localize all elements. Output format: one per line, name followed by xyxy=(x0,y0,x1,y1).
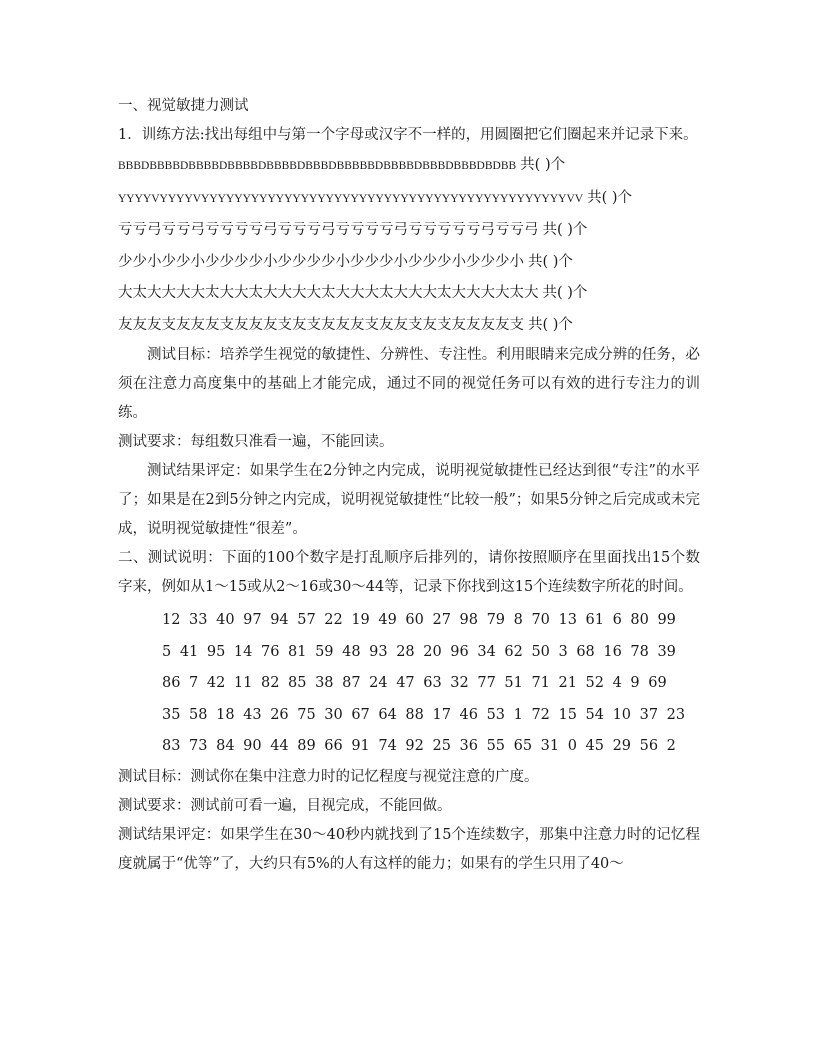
count-blank: 共( )个 xyxy=(542,222,588,238)
number-cell: 24 xyxy=(369,675,388,691)
number-cell: 55 xyxy=(486,738,506,754)
number-cell: 63 xyxy=(423,675,442,691)
number-cell: 82 xyxy=(260,675,280,691)
document-page xyxy=(118,92,700,879)
number-cell: 26 xyxy=(270,706,289,723)
letter-row xyxy=(118,310,700,342)
number-cell: 64 xyxy=(378,706,397,723)
number-cell: 10 xyxy=(612,706,632,723)
letter-row xyxy=(118,150,700,183)
number-cell: 18 xyxy=(216,706,235,723)
number-cell: 75 xyxy=(297,706,316,723)
number-cell: 89 xyxy=(297,738,316,754)
number-cell: 8 xyxy=(513,612,523,628)
number-cell: 94 xyxy=(270,612,289,628)
number-cell: 53 xyxy=(486,706,506,723)
number-cell: 84 xyxy=(216,738,235,754)
number-cell: 6 xyxy=(612,612,622,628)
letter-sequence: YYYYVYYYYVYYYYYYYYYYYYYYYYYYYYYYYYYYYYYYYYYYYYYYYYYYYYVV xyxy=(118,192,584,205)
number-cell: 57 xyxy=(297,612,316,628)
number-cell: 35 xyxy=(162,706,181,723)
letter-sequence: 亏亏弓亏亏弓亏亏亏亏弓亏亏亏弓亏亏亏亏弓亏亏亏亏亏弓亏亏弓 xyxy=(118,222,539,238)
number-cell: 93 xyxy=(369,643,388,660)
number-cell: 25 xyxy=(432,738,451,754)
section2-intro: 二、测试说明：下面的100个数字是打乱顺序后排列的，请你按照顺序在里面找出15个数字来，例如从1～15或从2～16或30～44等，记录下你找到这15个连续数字所花的时间。 xyxy=(118,550,700,595)
number-cell: 62 xyxy=(504,643,523,660)
letter-sequence: 少少小少少小少少少少小少少少少小少少少小少少少小少少少小 xyxy=(118,253,524,270)
count-blank: 共( )个 xyxy=(587,189,633,206)
number-cell: 19 xyxy=(351,612,370,628)
number-cell: 47 xyxy=(396,675,415,691)
number-cell: 9 xyxy=(630,675,640,691)
number-cell: 27 xyxy=(432,612,451,628)
number-cell: 39 xyxy=(657,643,676,660)
number-cell: 16 xyxy=(603,643,622,660)
number-row xyxy=(118,637,700,669)
letter-grid xyxy=(118,150,700,341)
number-cell: 81 xyxy=(288,643,307,660)
number-cell: 69 xyxy=(648,675,667,691)
number-cell: 71 xyxy=(531,675,550,691)
number-cell: 87 xyxy=(342,675,361,691)
number-cell: 30 xyxy=(324,706,343,723)
letter-row xyxy=(118,215,700,247)
number-cell: 51 xyxy=(504,675,523,691)
number-cell: 3 xyxy=(558,643,568,660)
section1-requirement: 测试要求：每组数只准看一遍，不能回读。 xyxy=(118,434,394,450)
number-cell: 95 xyxy=(206,643,226,660)
number-cell: 58 xyxy=(189,706,208,723)
number-cell: 38 xyxy=(315,675,334,691)
number-cell: 17 xyxy=(432,706,451,723)
number-cell: 14 xyxy=(233,643,253,660)
number-cell: 46 xyxy=(459,706,478,723)
letter-row xyxy=(118,278,700,310)
number-cell: 15 xyxy=(558,706,577,723)
number-cell: 50 xyxy=(531,643,550,660)
number-cell: 72 xyxy=(531,706,550,723)
number-cell: 79 xyxy=(486,612,506,628)
section2-requirement: 测试要求：测试前可看一遍，目视完成，不能回做。 xyxy=(118,797,452,814)
number-cell: 7 xyxy=(189,675,199,691)
number-cell: 99 xyxy=(657,612,676,628)
letter-row xyxy=(118,183,700,216)
number-cell: 76 xyxy=(260,643,280,660)
number-cell: 78 xyxy=(630,643,649,660)
number-cell: 28 xyxy=(396,643,415,660)
number-cell: 68 xyxy=(576,643,595,660)
number-cell: 67 xyxy=(351,706,370,723)
number-cell: 41 xyxy=(179,643,199,660)
number-cell: 43 xyxy=(243,706,262,723)
number-cell: 54 xyxy=(585,706,604,723)
number-cell: 96 xyxy=(450,643,469,660)
number-cell: 29 xyxy=(612,738,632,754)
number-cell: 66 xyxy=(324,738,343,754)
section1-heading: 一、视觉敏捷力测试 xyxy=(118,98,249,114)
count-blank: 共( )个 xyxy=(542,285,588,301)
number-cell: 22 xyxy=(324,612,343,628)
number-cell: 33 xyxy=(189,612,208,628)
number-cell: 61 xyxy=(585,612,604,628)
number-cell: 11 xyxy=(233,675,253,691)
number-cell: 2 xyxy=(666,738,676,754)
number-cell: 4 xyxy=(612,675,622,691)
number-cell: 91 xyxy=(351,738,370,754)
number-cell: 80 xyxy=(630,612,649,628)
letter-sequence: 大太大大大大太大大太大大大大太大大大太大大大太大大大大太大 xyxy=(118,285,539,301)
number-cell: 44 xyxy=(270,738,289,754)
number-cell: 98 xyxy=(459,612,478,628)
section2-evaluation: 测试结果评定：如果学生在30～40秒内就找到了15个连续数字，那集中注意力时的记忆程度就属于“优等”了，大约只有5%的人有这样的能力；如果有的学生只用了40～ xyxy=(118,826,700,872)
number-cell: 70 xyxy=(531,612,550,628)
number-row xyxy=(118,731,700,763)
number-cell: 34 xyxy=(477,643,496,660)
number-cell: 21 xyxy=(558,675,577,691)
number-cell: 83 xyxy=(162,738,181,754)
number-cell: 65 xyxy=(513,738,533,754)
letter-sequence: 友友友支友友友支友友友支友支友友友支友友支友支友友友友支 xyxy=(118,316,524,333)
letter-row xyxy=(118,247,700,279)
number-cell: 90 xyxy=(243,738,262,754)
number-cell: 42 xyxy=(206,675,226,691)
number-cell: 60 xyxy=(405,612,424,628)
number-cell: 56 xyxy=(639,738,659,754)
letter-sequence: BBBDBBBBDBBBBDBBBBDBBBBDBBBDBBBBBDBBBBDBBBDBBBDBDBB xyxy=(118,160,517,172)
number-cell: 40 xyxy=(216,612,235,628)
count-blank: 共( )个 xyxy=(528,316,573,333)
number-cell: 1 xyxy=(513,706,523,723)
section1-goal: 测试目标：培养学生视觉的敏捷性、分辨性、专注性。利用眼睛来完成分辨的任务，必须在注意力高度集中的基础上才能完成，通过不同的视觉任务可以有效的进行专注力的训练。 xyxy=(118,347,700,421)
number-cell: 20 xyxy=(423,643,442,660)
number-cell: 5 xyxy=(162,643,172,660)
number-row xyxy=(118,668,700,700)
number-cell: 12 xyxy=(162,612,181,628)
number-cell: 86 xyxy=(162,675,181,691)
number-row xyxy=(118,700,700,732)
section1-evaluation: 测试结果评定：如果学生在2分钟之内完成，说明视觉敏捷性已经达到很“专注”的水平了；如果是在2到5分钟之内完成，说明视觉敏捷性“比较一般”；如果5分钟之后完成或未完成，说明视觉敏捷性“很差”。 xyxy=(118,463,700,537)
number-cell: 48 xyxy=(342,643,361,660)
number-cell: 0 xyxy=(567,738,577,754)
number-cell: 36 xyxy=(459,738,478,754)
number-cell: 97 xyxy=(243,612,262,628)
number-cell: 52 xyxy=(585,675,604,691)
number-grid xyxy=(118,605,700,763)
number-cell: 77 xyxy=(477,675,496,691)
number-cell: 59 xyxy=(315,643,334,660)
number-row xyxy=(118,605,700,637)
number-cell: 23 xyxy=(666,706,686,723)
number-cell: 88 xyxy=(405,706,424,723)
number-cell: 13 xyxy=(558,612,577,628)
section2-goal: 测试目标：测试你在集中注意力时的记忆程度与视觉注意的广度。 xyxy=(118,768,539,785)
number-cell: 92 xyxy=(405,738,424,754)
number-cell: 49 xyxy=(378,612,397,628)
count-blank: 共( )个 xyxy=(520,157,566,173)
number-cell: 74 xyxy=(378,738,397,754)
number-cell: 73 xyxy=(189,738,208,754)
training-method: 1．训练方法:找出每组中与第一个字母或汉字不一样的，用圆圈把它们圈起来并记录下来。 xyxy=(118,127,698,143)
number-cell: 37 xyxy=(639,706,659,723)
number-cell: 85 xyxy=(288,675,307,691)
number-cell: 31 xyxy=(540,738,560,754)
count-blank: 共( )个 xyxy=(528,253,573,270)
number-cell: 32 xyxy=(450,675,469,691)
number-cell: 45 xyxy=(585,738,604,754)
